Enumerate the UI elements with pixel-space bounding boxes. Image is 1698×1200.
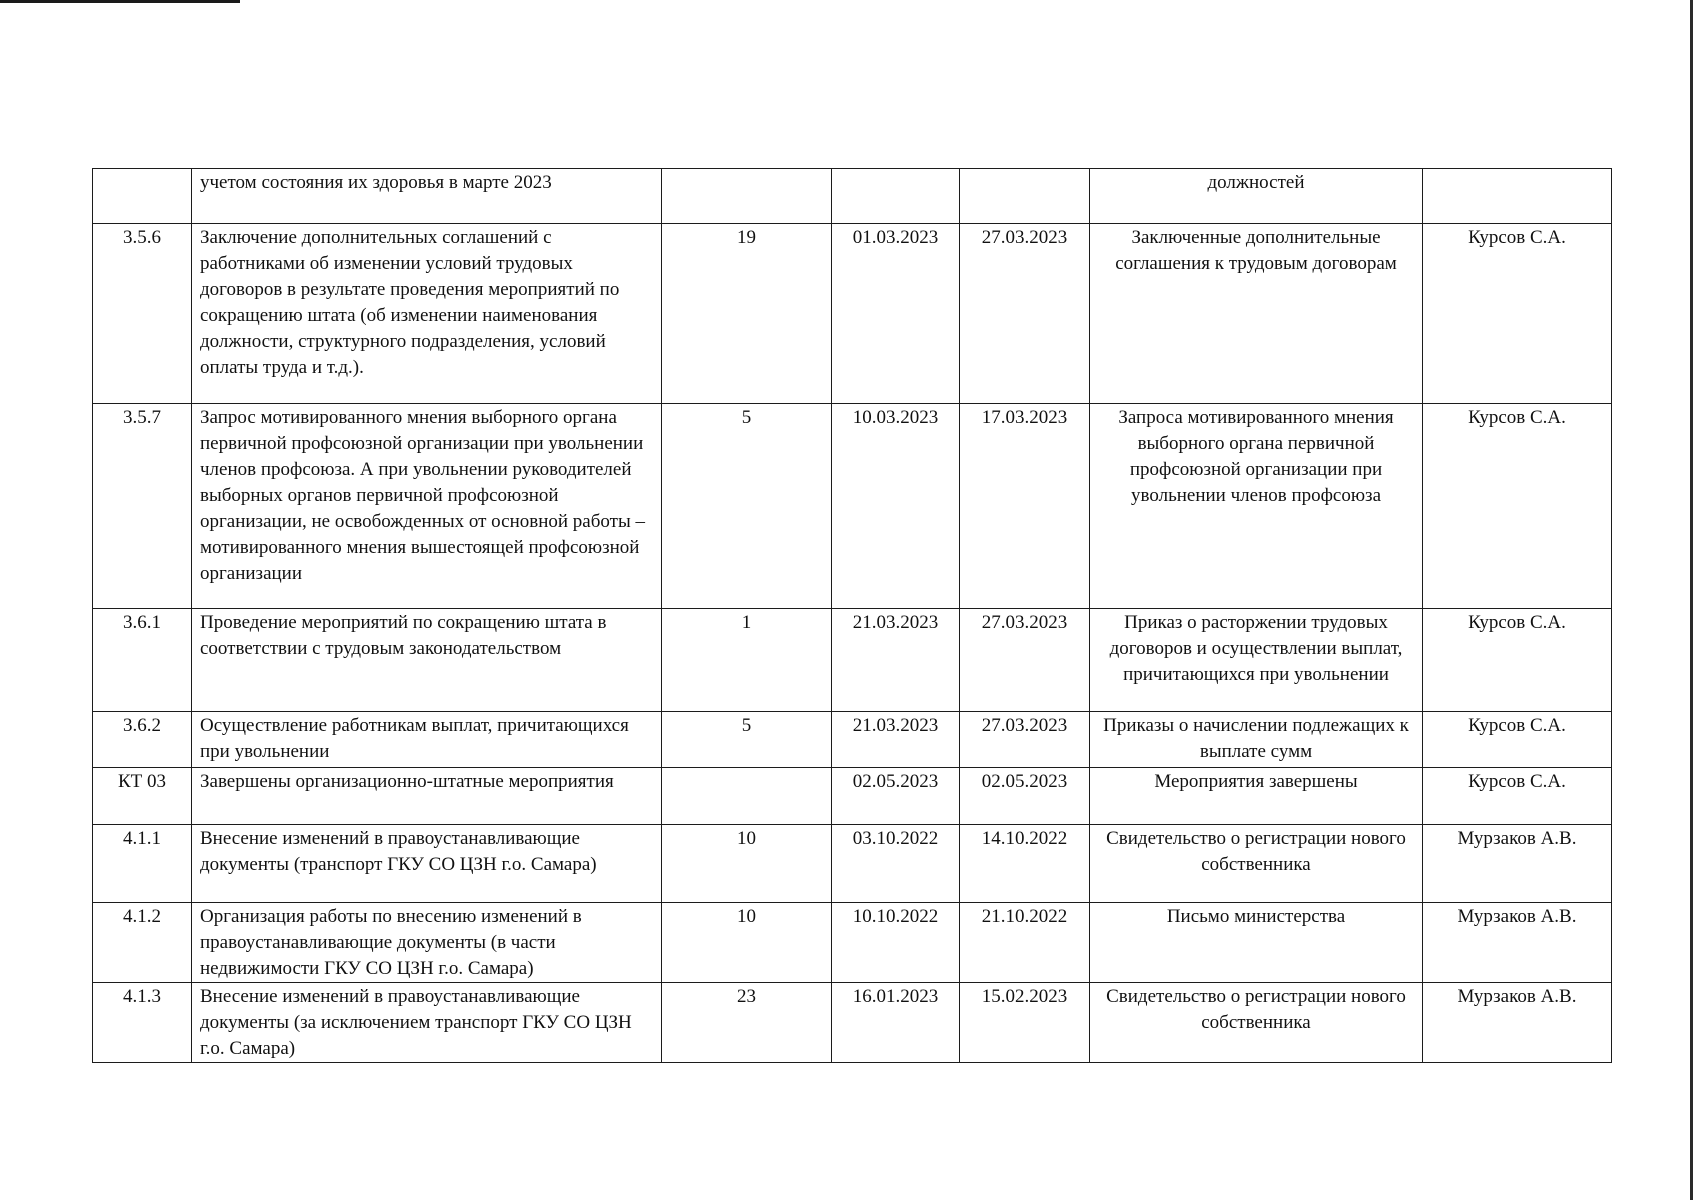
table-row [93,983,1612,1063]
cell-result: Запроса мотивированного мнения выборного органа первичной профсоюзной организации при увольнении членов профсоюза [1090,404,1423,609]
cell-start-date: 10.03.2023 [832,404,960,609]
cell-duration [662,768,832,825]
table-row [93,404,1612,609]
cell-code: 4.1.1 [93,825,192,903]
cell-start-date: 10.10.2022 [832,903,960,983]
table-row [93,768,1612,825]
cell-result: Свидетельство о регистрации нового собственника [1090,825,1423,903]
table-row [93,224,1612,404]
cell-end-date [960,169,1090,224]
cell-end-date: 02.05.2023 [960,768,1090,825]
cell-code: 4.1.2 [93,903,192,983]
cell-result: Заключенные дополнительные соглашения к трудовым договорам [1090,224,1423,404]
cell-code: 3.6.2 [93,712,192,768]
table-row [93,169,1612,224]
cell-result: Приказы о начислении подлежащих к выплате сумм [1090,712,1423,768]
table-row [93,903,1612,983]
cell-result: Приказ о расторжении трудовых договоров и осуществлении выплат, причитающихся при увольнении [1090,609,1423,712]
cell-code: КТ 03 [93,768,192,825]
cell-code: 3.5.6 [93,224,192,404]
cell-task: Внесение изменений в правоустанавливающие документы (транспорт ГКУ СО ЦЗН г.о. Самара) [192,825,662,903]
cell-start-date: 02.05.2023 [832,768,960,825]
cell-task: учетом состояния их здоровья в марте 2023 [192,169,662,224]
cell-duration: 5 [662,404,832,609]
cell-start-date: 21.03.2023 [832,609,960,712]
cell-duration: 19 [662,224,832,404]
cell-end-date: 14.10.2022 [960,825,1090,903]
table-row [93,609,1612,712]
cell-responsible: Мурзаков А.В. [1423,825,1612,903]
cell-code: 4.1.3 [93,983,192,1063]
cell-end-date: 21.10.2022 [960,903,1090,983]
cell-end-date: 15.02.2023 [960,983,1090,1063]
cell-duration: 10 [662,825,832,903]
cell-responsible [1423,169,1612,224]
cell-result: Свидетельство о регистрации нового собственника [1090,983,1423,1063]
cell-responsible: Курсов С.А. [1423,224,1612,404]
cell-responsible: Курсов С.А. [1423,404,1612,609]
cell-end-date: 27.03.2023 [960,224,1090,404]
cell-responsible: Курсов С.А. [1423,609,1612,712]
cell-code: 3.6.1 [93,609,192,712]
cell-responsible: Курсов С.А. [1423,712,1612,768]
cell-task: Проведение мероприятий по сокращению штата в соответствии с трудовым законодательством [192,609,662,712]
cell-task: Организация работы по внесению изменений в правоустанавливающие документы (в части недвижимости ГКУ СО ЦЗН г.о. Самара) [192,903,662,983]
cell-duration: 5 [662,712,832,768]
cell-start-date [832,169,960,224]
cell-code [93,169,192,224]
cell-task: Завершены организационно-штатные мероприятия [192,768,662,825]
scan-edge [1690,0,1693,1200]
table-row [93,825,1612,903]
cell-responsible: Курсов С.А. [1423,768,1612,825]
cell-task: Запрос мотивированного мнения выборного органа первичной профсоюзной организации при увольнении членов профсоюза. А при увольнении руководителей выборных органов первичной профсоюзной организации, не освобожденных от основной работы – мотивированного мнения вышестоящей профсоюзной организации [192,404,662,609]
cell-code: 3.5.7 [93,404,192,609]
cell-duration: 23 [662,983,832,1063]
cell-task: Заключение дополнительных соглашений с работниками об изменении условий трудовых договоров в результате проведения мероприятий по сокращению штата (об изменении наименования должности, структурного подразделения, условий оплаты труда и т.д.). [192,224,662,404]
cell-result: Мероприятия завершены [1090,768,1423,825]
cell-start-date: 01.03.2023 [832,224,960,404]
cell-task: Осуществление работникам выплат, причитающихся при увольнении [192,712,662,768]
cell-start-date: 16.01.2023 [832,983,960,1063]
cell-responsible: Мурзаков А.В. [1423,983,1612,1063]
cell-task: Внесение изменений в правоустанавливающие документы (за исключением транспорт ГКУ СО ЦЗН г.о. Самара) [192,983,662,1063]
cell-end-date: 27.03.2023 [960,609,1090,712]
cell-result: Письмо министерства [1090,903,1423,983]
scan-mark [0,0,240,3]
table-row [93,712,1612,768]
cell-end-date: 17.03.2023 [960,404,1090,609]
cell-end-date: 27.03.2023 [960,712,1090,768]
plan-table [92,168,1612,1063]
cell-start-date: 03.10.2022 [832,825,960,903]
cell-responsible: Мурзаков А.В. [1423,903,1612,983]
cell-result: должностей [1090,169,1423,224]
cell-duration [662,169,832,224]
cell-duration: 1 [662,609,832,712]
cell-start-date: 21.03.2023 [832,712,960,768]
cell-duration: 10 [662,903,832,983]
